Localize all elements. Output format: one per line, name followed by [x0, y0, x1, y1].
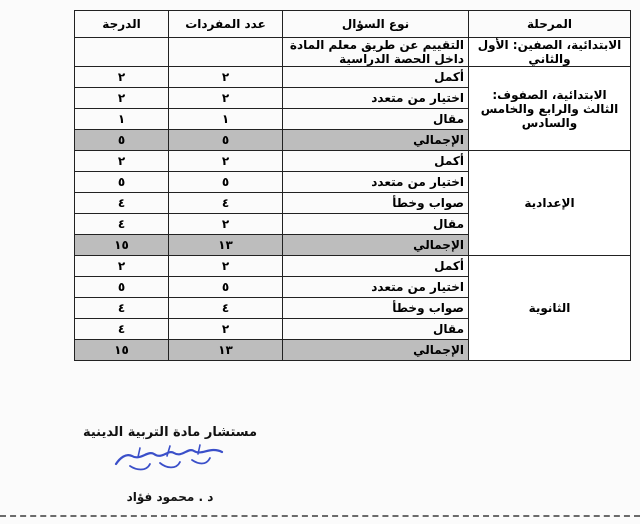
question-type-cell: أكمل [283, 151, 469, 172]
grade-cell: ٤ [75, 319, 169, 340]
grade-cell: ٤ [75, 214, 169, 235]
total-grade-cell: ٥ [75, 130, 169, 151]
count-cell: ٥ [169, 172, 283, 193]
count-cell: ٢ [169, 319, 283, 340]
question-type-cell: اختيار من متعدد [283, 277, 469, 298]
total-grade-cell: ١٥ [75, 235, 169, 256]
question-type-cell: أكمل [283, 256, 469, 277]
count-cell: ٥ [169, 277, 283, 298]
empty-grade-cell [75, 38, 169, 67]
grade-cell: ٢ [75, 88, 169, 109]
count-cell: ٢ [169, 214, 283, 235]
total-count-cell: ١٣ [169, 340, 283, 361]
assessment-note-cell: التقييم عن طريق معلم المادة داخل الحصة الدراسية [283, 38, 469, 67]
total-label-cell: الإجمالي [283, 235, 469, 256]
question-type-cell: مقال [283, 214, 469, 235]
header-stage: المرحلة [469, 11, 631, 38]
count-cell: ٢ [169, 151, 283, 172]
question-type-cell: مقال [283, 319, 469, 340]
grade-cell: ٢ [75, 256, 169, 277]
header-grade: الدرجة [75, 11, 169, 38]
grade-cell: ٥ [75, 277, 169, 298]
page-divider [0, 515, 640, 517]
question-type-cell: اختيار من متعدد [283, 88, 469, 109]
total-grade-cell: ١٥ [75, 340, 169, 361]
total-count-cell: ٥ [169, 130, 283, 151]
question-type-cell: مقال [283, 109, 469, 130]
count-cell: ٢ [169, 67, 283, 88]
exam-distribution-table [74, 10, 631, 361]
question-type-cell: صواب وخطأ [283, 298, 469, 319]
grade-cell: ٥ [75, 172, 169, 193]
grade-cell: ٢ [75, 151, 169, 172]
count-cell: ٢ [169, 256, 283, 277]
table-row [75, 67, 631, 88]
grade-cell: ١ [75, 109, 169, 130]
stage-cell: الإعدادية [469, 151, 631, 256]
stage-cell: الثانوية [469, 256, 631, 361]
stage-cell: الابتدائية، الصفوف: الثالث والرابع والخامس والسادس [469, 67, 631, 151]
total-label-cell: الإجمالي [283, 340, 469, 361]
total-count-cell: ١٣ [169, 235, 283, 256]
count-cell: ١ [169, 109, 283, 130]
header-row [75, 11, 631, 38]
total-label-cell: الإجمالي [283, 130, 469, 151]
header-items-count: عدد المفردات [169, 11, 283, 38]
table-row [75, 256, 631, 277]
handwritten-signature [110, 442, 230, 476]
empty-count-cell [169, 38, 283, 67]
question-type-cell: أكمل [283, 67, 469, 88]
signature-block [60, 425, 280, 504]
table-row [75, 151, 631, 172]
question-type-cell: صواب وخطأ [283, 193, 469, 214]
grade-cell: ٢ [75, 67, 169, 88]
count-cell: ٢ [169, 88, 283, 109]
stage-cell: الابتدائية، الصفين: الأول والثاني [469, 38, 631, 67]
header-question-type: نوع السؤال [283, 11, 469, 38]
table-row [75, 38, 631, 67]
count-cell: ٤ [169, 298, 283, 319]
signatory-title: مستشار مادة التربية الدينية [82, 425, 258, 440]
count-cell: ٤ [169, 193, 283, 214]
signatory-name: د . محمود فؤاد [126, 490, 214, 504]
question-type-cell: اختيار من متعدد [283, 172, 469, 193]
grade-cell: ٤ [75, 298, 169, 319]
grade-cell: ٤ [75, 193, 169, 214]
